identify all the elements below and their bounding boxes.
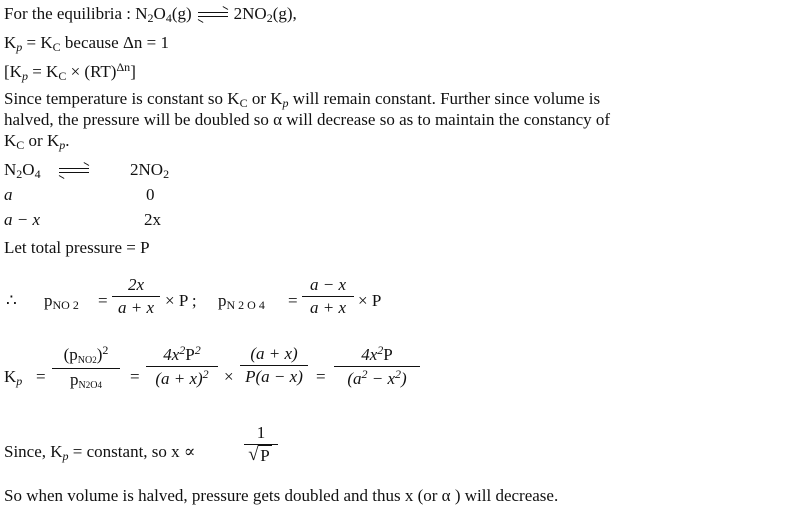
kp-symbol: $K_p$ [4,367,23,388]
reaction-product: $2NO_2$ [130,160,170,181]
reaction-reactant: $N_2O_4$ [4,160,95,182]
fraction-kp-pressures: $(p_{NO2})^2$ $p_{N2O4}$ [52,344,120,391]
equilibrium-arrow-icon [198,10,228,20]
sqrt-icon: √ P [250,446,271,466]
times-p: × P [358,291,382,310]
p-n2o4: $p_{N 2 O 4}$ [218,291,265,312]
conclusion: So when volume is halved, pressure gets doubled and thus x (or α ) will decrease. [4,486,559,505]
p-no2: $p_{NO 2}$ [44,291,79,312]
fraction-kp-result: $4x^2P$ $(a^2 - x^2)$ [334,344,420,388]
initial-moles-left: a [4,185,13,204]
total-pressure: Let total pressure = P [4,238,150,257]
equals: = [288,291,298,310]
equilibrium-arrow-icon [59,166,89,176]
fraction-kp-step2: (a + x) P(a − x) [240,344,308,386]
equals: = [98,291,108,310]
fraction-kp-step1: $4x^2P^2$ $(a + x)^2$ [146,344,218,388]
eq-moles-left: a − x [4,210,41,229]
fraction-one-over-root-p: 1 √ P [244,423,278,465]
paragraph-line-1: Since temperature is constant so $K_C$ or $K_p$ will remain constant. Further since volume is [4,89,601,110]
initial-moles-right: 0 [146,185,155,204]
equals: = [316,367,326,386]
equals: = [36,367,46,386]
equals: = [130,367,140,386]
therefore-symbol: ∴ [6,291,17,310]
fraction-pn2o4: a − x a + x [302,275,354,317]
since-proportional: Since, $K_p$ = constant, so x ∝ [4,442,196,463]
fraction-pno2: 2x a + x [112,275,160,317]
equilibrium-line: For the equilibria : $N_2O_4(g)$ $2NO_2(g)$, [4,4,297,25]
eq-moles-right: 2x [144,210,161,229]
times-p: × P ; [165,291,197,310]
kp-kc-relation: $[K_p = K_C \times (RT)^{\Delta n}]$ [4,60,136,83]
times: × [224,367,234,386]
kp-kc-statement: $K_p = K_C$ because Δn = 1 [4,33,169,54]
paragraph-line-3: $K_C$ or $K_p$. [4,131,70,152]
paragraph-line-2: halved, the pressure will be doubled so α will decrease so as to maintain the constancy of [4,110,611,129]
